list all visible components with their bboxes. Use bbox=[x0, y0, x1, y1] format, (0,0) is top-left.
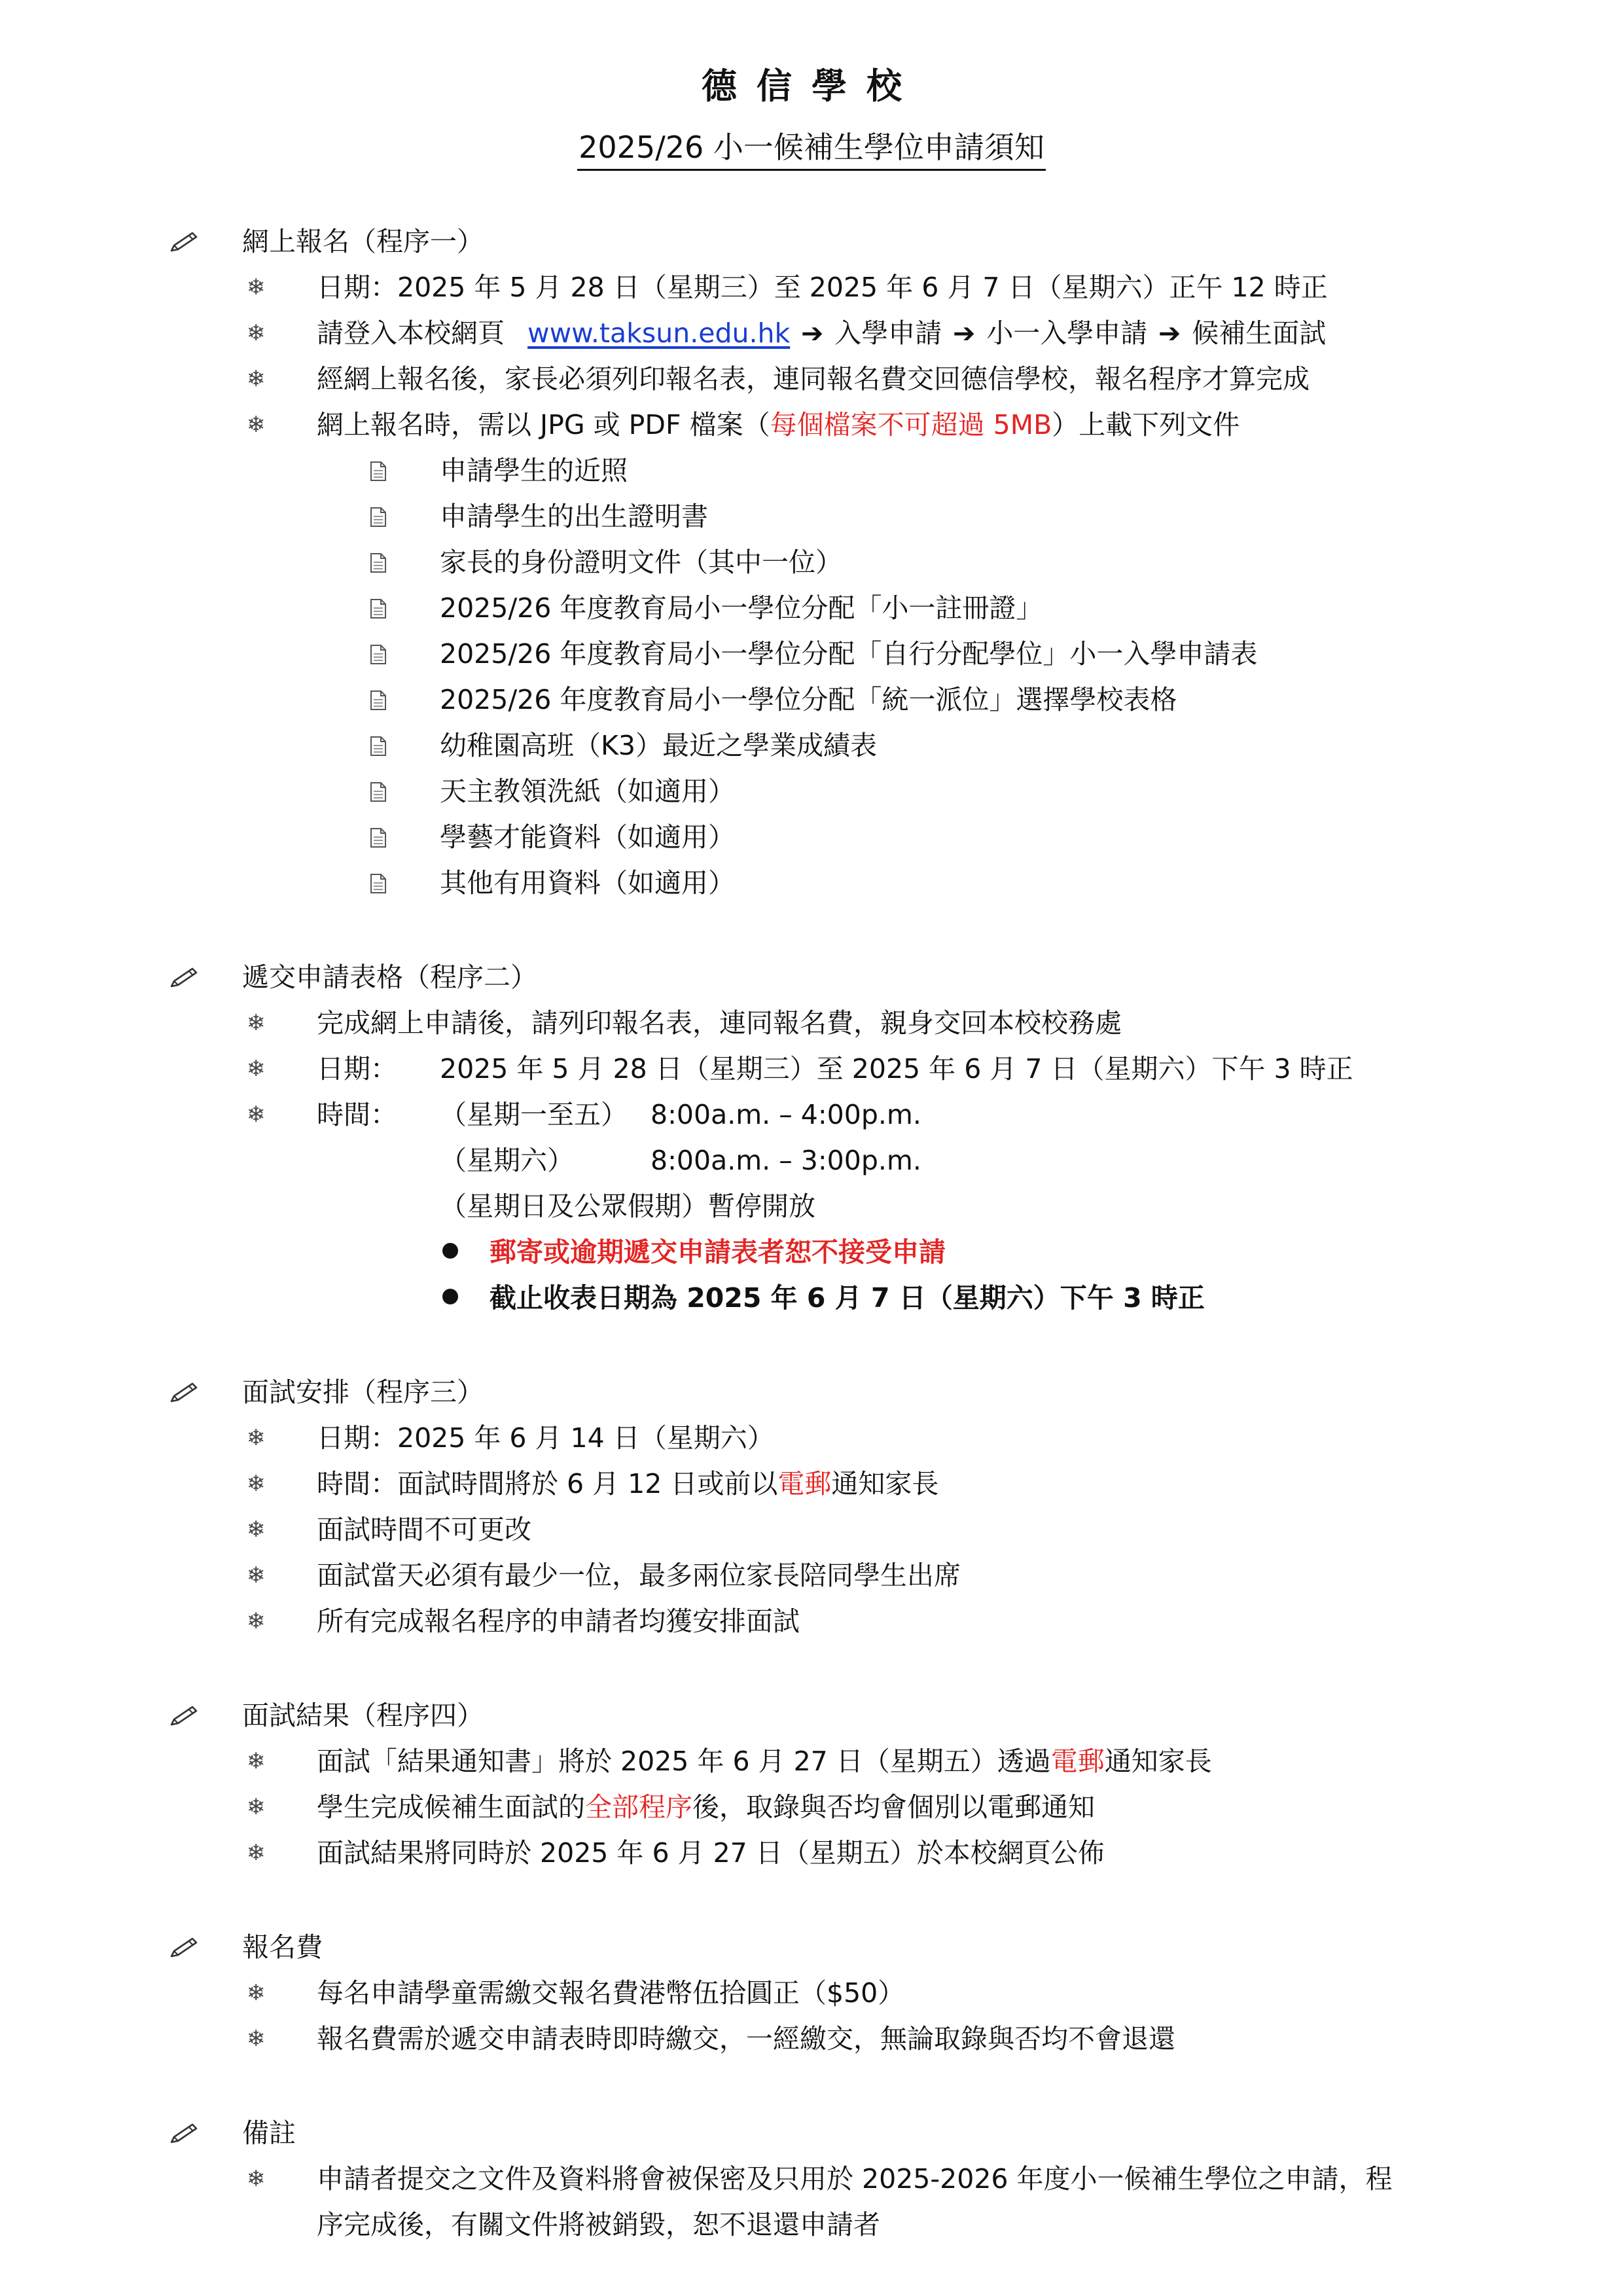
file-size-limit-warning: 每個檔案不可超過 5MB bbox=[770, 409, 1052, 440]
snowflake-icon: ❄ bbox=[246, 274, 266, 300]
section-heading-interview-arrangement: 面試安排（程序三） bbox=[242, 1376, 484, 1408]
document-subtitle: 2025/26 小一候補生學位申請須知 bbox=[577, 126, 1046, 171]
breadcrumb-step-waitlist-interview: 候補生面試 bbox=[1192, 317, 1327, 349]
fee-amount: 每名申請學童需繳交報名費港幣伍拾圓正（$50） bbox=[317, 1977, 905, 2009]
section-heading-submit-form: 遞交申請表格（程序二） bbox=[242, 961, 537, 993]
interview-time-fixed: 面試時間不可更改 bbox=[317, 1514, 531, 1545]
pencil-icon bbox=[169, 1924, 202, 1970]
deadline-notice: 截止收表日期為 2025 年 6 月 7 日（星期六）下午 3 時正 bbox=[490, 1282, 1205, 1314]
document-item: 2025/26 年度教育局小一學位分配「統一派位」選擇學校表格 bbox=[440, 684, 1177, 715]
office-hours-weekday: （星期一至五） bbox=[440, 1099, 628, 1130]
document-icon bbox=[370, 631, 389, 677]
email-emphasis: 電郵 bbox=[777, 1468, 832, 1499]
section-heading-remarks: 備註 bbox=[242, 2117, 296, 2149]
result-letter-notice bbox=[317, 1738, 1212, 1784]
arrow-right-icon: ➔ bbox=[953, 317, 976, 349]
privacy-remark-line2: 序完成後，有關文件將被銷毀，恕不退還申請者 bbox=[317, 2209, 880, 2240]
subtitle-wrapper bbox=[0, 126, 1623, 171]
document-item: 幼稚園高班（K3）最近之學業成績表 bbox=[440, 730, 877, 761]
admission-email-notice bbox=[317, 1784, 1095, 1830]
office-hours-saturday-time: 8:00a.m. – 3:00p.m. bbox=[651, 1145, 921, 1176]
snowflake-icon: ❄ bbox=[246, 1425, 266, 1451]
snowflake-icon: ❄ bbox=[246, 2026, 266, 2052]
result-letter-text: 面試「結果通知書」將於 2025 年 6 月 27 日（星期五）透過 bbox=[317, 1746, 1051, 1777]
upload-requirement-text: 網上報名時，需以 JPG 或 PDF 檔案（ bbox=[317, 409, 770, 440]
snowflake-icon: ❄ bbox=[246, 2166, 266, 2192]
upload-requirement-suffix: ）上載下列文件 bbox=[1052, 409, 1240, 440]
online-registration-date: 日期：2025 年 5 月 28 日（星期三）至 2025 年 6 月 7 日（星期六）正午 12 時正 bbox=[317, 272, 1328, 303]
snowflake-icon: ❄ bbox=[246, 320, 266, 346]
document-icon bbox=[370, 493, 389, 539]
snowflake-icon: ❄ bbox=[246, 412, 266, 438]
pencil-icon bbox=[169, 219, 202, 264]
all-applicants-interviewed: 所有完成報名程序的申請者均獲安排面試 bbox=[317, 1605, 800, 1637]
section-heading-application-fee: 報名費 bbox=[242, 1931, 323, 1963]
snowflake-icon: ❄ bbox=[246, 1056, 266, 1082]
snowflake-icon: ❄ bbox=[246, 366, 266, 392]
document-icon bbox=[370, 768, 389, 814]
arrow-right-icon: ➔ bbox=[801, 317, 824, 349]
submit-date-value: 2025 年 5 月 28 日（星期三）至 2025 年 6 月 7 日（星期六）下午 3 時正 bbox=[440, 1053, 1353, 1085]
pencil-icon bbox=[169, 1369, 202, 1415]
breadcrumb-step-admission: 入學申請 bbox=[834, 317, 942, 349]
interview-time-notice bbox=[317, 1461, 938, 1507]
interview-time-suffix: 通知家長 bbox=[831, 1468, 939, 1499]
admission-email-text: 學生完成候補生面試的 bbox=[317, 1791, 585, 1823]
office-hours-weekday-time: 8:00a.m. – 4:00p.m. bbox=[651, 1099, 921, 1130]
document-icon bbox=[370, 585, 389, 631]
snowflake-icon: ❄ bbox=[246, 1794, 266, 1820]
snowflake-icon: ❄ bbox=[246, 1471, 266, 1497]
document-item: 2025/26 年度教育局小一學位分配「小一註冊證」 bbox=[440, 592, 1043, 624]
snowflake-icon: ❄ bbox=[246, 1840, 266, 1866]
office-hours-saturday: （星期六） bbox=[440, 1145, 574, 1176]
school-website-link[interactable]: www.taksun.edu.hk bbox=[527, 317, 791, 349]
snowflake-icon: ❄ bbox=[246, 1102, 266, 1128]
office-hours-label: 時間： bbox=[317, 1099, 397, 1130]
snowflake-icon: ❄ bbox=[246, 1980, 266, 2006]
section-heading-interview-results: 面試結果（程序四） bbox=[242, 1700, 484, 1731]
document-item: 申請學生的出生證明書 bbox=[440, 501, 708, 532]
late-submission-warning: 郵寄或逾期遞交申請表者恕不接受申請 bbox=[490, 1236, 946, 1268]
document-icon bbox=[370, 860, 389, 906]
interview-time-text: 時間：面試時間將於 6 月 12 日或前以 bbox=[317, 1468, 778, 1499]
document-icon bbox=[370, 723, 389, 768]
snowflake-icon: ❄ bbox=[246, 1748, 266, 1774]
school-name-title: 德信學校 bbox=[702, 65, 921, 107]
snowflake-icon: ❄ bbox=[246, 1010, 266, 1036]
pencil-icon bbox=[169, 954, 202, 1000]
document-item: 家長的身份證明文件（其中一位） bbox=[440, 547, 842, 578]
website-instruction bbox=[317, 310, 1326, 356]
email-emphasis: 電郵 bbox=[1050, 1746, 1105, 1777]
document-item: 2025/26 年度教育局小一學位分配「自行分配學位」小一入學申請表 bbox=[440, 638, 1258, 670]
all-procedures-emphasis: 全部程序 bbox=[585, 1791, 692, 1823]
upload-requirement bbox=[317, 402, 1240, 448]
document-item: 天主教領洗紙（如適用） bbox=[440, 776, 735, 807]
pencil-icon bbox=[169, 2110, 202, 2156]
document-item: 其他有用資料（如適用） bbox=[440, 867, 735, 899]
admission-email-suffix: 後，取錄與否均會個別以電郵通知 bbox=[692, 1791, 1095, 1823]
breadcrumb-step-p1-admission: 小一入學申請 bbox=[986, 317, 1148, 349]
section-heading-online-registration: 網上報名（程序一） bbox=[242, 226, 484, 257]
document-icon bbox=[370, 448, 389, 493]
fee-non-refundable: 報名費需於遞交申請表時即時繳交，一經繳交，無論取錄與否均不會退還 bbox=[317, 2023, 1175, 2054]
parent-attendance-rule: 面試當天必須有最少一位，最多兩位家長陪同學生出席 bbox=[317, 1560, 961, 1591]
document-icon bbox=[370, 814, 389, 860]
result-letter-suffix: 通知家長 bbox=[1104, 1746, 1212, 1777]
privacy-remark-line1: 申請者提交之文件及資料將會被保密及只用於 2025-2026 年度小一候補生學位之申請，程 bbox=[317, 2163, 1393, 2195]
black-circle-bullet bbox=[440, 1229, 486, 1275]
submit-form-instruction: 完成網上申請後，請列印報名表，連同報名費，親身交回本校校務處 bbox=[317, 1007, 1122, 1039]
pencil-icon bbox=[169, 1693, 202, 1738]
document-icon bbox=[370, 677, 389, 723]
snowflake-icon: ❄ bbox=[246, 1608, 266, 1634]
print-form-instruction: 經網上報名後，家長必須列印報名表，連同報名費交回德信學校，報名程序才算完成 bbox=[317, 363, 1310, 395]
snowflake-icon: ❄ bbox=[246, 1562, 266, 1588]
snowflake-icon: ❄ bbox=[246, 1516, 266, 1543]
interview-date: 日期：2025 年 6 月 14 日（星期六） bbox=[317, 1422, 774, 1454]
document-item: 申請學生的近照 bbox=[440, 455, 628, 486]
website-instruction-prefix: 請登入本校網頁 bbox=[317, 317, 505, 349]
document-icon bbox=[370, 539, 389, 585]
black-circle-bullet bbox=[440, 1275, 486, 1321]
office-hours-holiday: （星期日及公眾假期）暫停開放 bbox=[440, 1191, 815, 1222]
document-item: 學藝才能資料（如適用） bbox=[440, 821, 735, 853]
arrow-right-icon: ➔ bbox=[1158, 317, 1181, 349]
submit-date-label: 日期： bbox=[317, 1053, 397, 1085]
results-web-announcement: 面試結果將同時於 2025 年 6 月 27 日（星期五）於本校網頁公佈 bbox=[317, 1837, 1105, 1869]
